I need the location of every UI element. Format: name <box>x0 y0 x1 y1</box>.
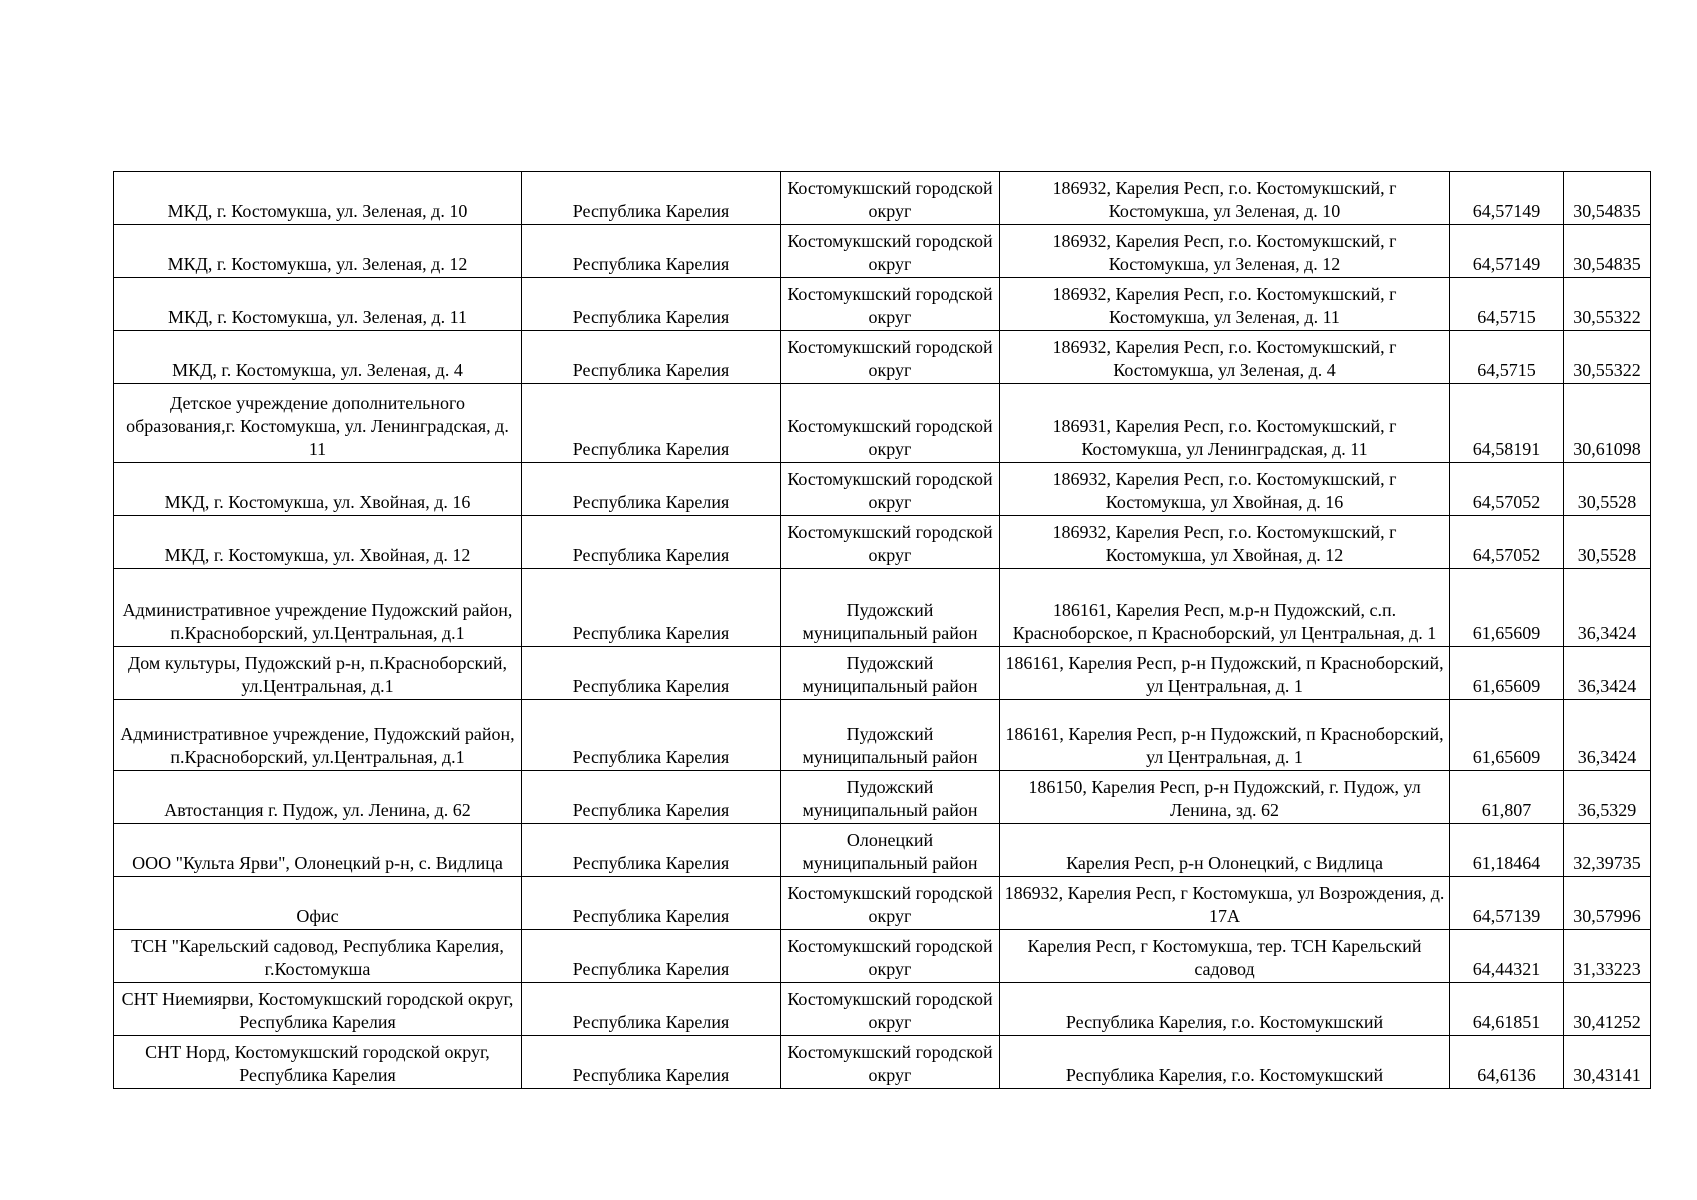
object-name-cell: МКД, г. Костомукша, ул. Зеленая, д. 4 <box>114 331 522 384</box>
address-cell: 186150, Карелия Респ, р-н Пудожский, г. Пудож, ул Ленина, зд. 62 <box>1000 771 1450 824</box>
table-row <box>114 278 1651 331</box>
object-name-cell: МКД, г. Костомукша, ул. Зеленая, д. 11 <box>114 278 522 331</box>
district-cell: Костомукшский городской округ <box>781 331 1000 384</box>
longitude-cell: 30,43141 <box>1564 1036 1651 1089</box>
object-name-cell: ООО "Культа Ярви", Олонецкий р-н, с. Видлица <box>114 824 522 877</box>
table-row <box>114 1036 1651 1089</box>
district-cell: Костомукшский городской округ <box>781 516 1000 569</box>
object-name-cell: СНТ Ниемиярви, Костомукшский городской округ, Республика Карелия <box>114 983 522 1036</box>
object-name-cell: Дом культуры, Пудожский р-н, п.Красноборский, ул.Центральная, д.1 <box>114 647 522 700</box>
address-cell: 186932, Карелия Респ, г Костомукша, ул Возрождения, д. 17А <box>1000 877 1450 930</box>
district-cell: Костомукшский городской округ <box>781 1036 1000 1089</box>
latitude-cell: 64,61851 <box>1450 983 1564 1036</box>
latitude-cell: 64,57052 <box>1450 463 1564 516</box>
latitude-cell: 61,65609 <box>1450 569 1564 647</box>
region-cell: Республика Карелия <box>522 930 781 983</box>
address-cell: 186161, Карелия Респ, р-н Пудожский, п Красноборский, ул Центральная, д. 1 <box>1000 700 1450 771</box>
district-cell: Костомукшский городской округ <box>781 278 1000 331</box>
address-cell: 186932, Карелия Респ, г.о. Костомукшский, г Костомукша, ул Зеленая, д. 4 <box>1000 331 1450 384</box>
object-name-cell: МКД, г. Костомукша, ул. Зеленая, д. 12 <box>114 225 522 278</box>
region-cell: Республика Карелия <box>522 463 781 516</box>
latitude-cell: 61,65609 <box>1450 647 1564 700</box>
longitude-cell: 36,5329 <box>1564 771 1651 824</box>
address-cell: 186932, Карелия Респ, г.о. Костомукшский, г Костомукша, ул Зеленая, д. 12 <box>1000 225 1450 278</box>
latitude-cell: 64,5715 <box>1450 278 1564 331</box>
table-row <box>114 172 1651 225</box>
object-name-cell: МКД, г. Костомукша, ул. Хвойная, д. 12 <box>114 516 522 569</box>
latitude-cell: 64,5715 <box>1450 331 1564 384</box>
address-cell: 186932, Карелия Респ, г.о. Костомукшский, г Костомукша, ул Зеленая, д. 11 <box>1000 278 1450 331</box>
longitude-cell: 30,57996 <box>1564 877 1651 930</box>
region-cell: Республика Карелия <box>522 569 781 647</box>
address-cell: 186932, Карелия Респ, г.о. Костомукшский, г Костомукша, ул Зеленая, д. 10 <box>1000 172 1450 225</box>
address-cell: Карелия Респ, г Костомукша, тер. ТСН Карельский садовод <box>1000 930 1450 983</box>
longitude-cell: 32,39735 <box>1564 824 1651 877</box>
longitude-cell: 30,55322 <box>1564 278 1651 331</box>
region-cell: Республика Карелия <box>522 1036 781 1089</box>
region-cell: Республика Карелия <box>522 516 781 569</box>
object-name-cell: Детское учреждение дополнительного образования,г. Костомукша, ул. Ленинградская, д. 11 <box>114 384 522 463</box>
object-name-cell: Административное учреждение, Пудожский район, п.Красноборский, ул.Центральная, д.1 <box>114 700 522 771</box>
region-cell: Республика Карелия <box>522 172 781 225</box>
longitude-cell: 30,61098 <box>1564 384 1651 463</box>
latitude-cell: 64,57149 <box>1450 172 1564 225</box>
latitude-cell: 61,65609 <box>1450 700 1564 771</box>
longitude-cell: 36,3424 <box>1564 647 1651 700</box>
district-cell: Костомукшский городской округ <box>781 983 1000 1036</box>
address-cell: Республика Карелия, г.о. Костомукшский <box>1000 1036 1450 1089</box>
district-cell: Костомукшский городской округ <box>781 172 1000 225</box>
table-row <box>114 225 1651 278</box>
region-cell: Республика Карелия <box>522 647 781 700</box>
district-cell: Костомукшский городской округ <box>781 384 1000 463</box>
region-cell: Республика Карелия <box>522 278 781 331</box>
longitude-cell: 30,54835 <box>1564 172 1651 225</box>
district-cell: Пудожский муниципальный район <box>781 647 1000 700</box>
longitude-cell: 30,5528 <box>1564 516 1651 569</box>
object-name-cell: Офис <box>114 877 522 930</box>
address-cell: Республика Карелия, г.о. Костомукшский <box>1000 983 1450 1036</box>
table-row <box>114 771 1651 824</box>
object-name-cell: МКД, г. Костомукша, ул. Зеленая, д. 10 <box>114 172 522 225</box>
district-cell: Костомукшский городской округ <box>781 877 1000 930</box>
latitude-cell: 64,58191 <box>1450 384 1564 463</box>
district-cell: Костомукшский городской округ <box>781 225 1000 278</box>
latitude-cell: 64,6136 <box>1450 1036 1564 1089</box>
address-cell: Карелия Респ, р-н Олонецкий, с Видлица <box>1000 824 1450 877</box>
address-cell: 186161, Карелия Респ, м.р-н Пудожский, с.п. Красноборское, п Красноборский, ул Центральная, д. 1 <box>1000 569 1450 647</box>
region-cell: Республика Карелия <box>522 384 781 463</box>
region-cell: Республика Карелия <box>522 700 781 771</box>
region-cell: Республика Карелия <box>522 771 781 824</box>
object-name-cell: Административное учреждение Пудожский район, п.Красноборский, ул.Центральная, д.1 <box>114 569 522 647</box>
object-name-cell: СНТ Норд, Костомукшский городской округ, Республика Карелия <box>114 1036 522 1089</box>
table-row <box>114 516 1651 569</box>
district-cell: Костомукшский городской округ <box>781 463 1000 516</box>
longitude-cell: 30,5528 <box>1564 463 1651 516</box>
longitude-cell: 36,3424 <box>1564 569 1651 647</box>
latitude-cell: 64,44321 <box>1450 930 1564 983</box>
longitude-cell: 30,41252 <box>1564 983 1651 1036</box>
table-row <box>114 983 1651 1036</box>
object-name-cell: Автостанция г. Пудож, ул. Ленина, д. 62 <box>114 771 522 824</box>
district-cell: Олонецкий муниципальный район <box>781 824 1000 877</box>
district-cell: Пудожский муниципальный район <box>781 771 1000 824</box>
table-row <box>114 877 1651 930</box>
locations-table <box>113 171 1651 1089</box>
longitude-cell: 30,55322 <box>1564 331 1651 384</box>
table-row <box>114 569 1651 647</box>
table-row <box>114 647 1651 700</box>
object-name-cell: МКД, г. Костомукша, ул. Хвойная, д. 16 <box>114 463 522 516</box>
longitude-cell: 31,33223 <box>1564 930 1651 983</box>
latitude-cell: 64,57052 <box>1450 516 1564 569</box>
longitude-cell: 36,3424 <box>1564 700 1651 771</box>
latitude-cell: 64,57139 <box>1450 877 1564 930</box>
latitude-cell: 61,807 <box>1450 771 1564 824</box>
address-cell: 186161, Карелия Респ, р-н Пудожский, п Красноборский, ул Центральная, д. 1 <box>1000 647 1450 700</box>
address-cell: 186932, Карелия Респ, г.о. Костомукшский, г Костомукша, ул Хвойная, д. 12 <box>1000 516 1450 569</box>
address-cell: 186932, Карелия Респ, г.о. Костомукшский, г Костомукша, ул Хвойная, д. 16 <box>1000 463 1450 516</box>
district-cell: Пудожский муниципальный район <box>781 700 1000 771</box>
address-cell: 186931, Карелия Респ, г.о. Костомукшский, г Костомукша, ул Ленинградская, д. 11 <box>1000 384 1450 463</box>
district-cell: Пудожский муниципальный район <box>781 569 1000 647</box>
region-cell: Республика Карелия <box>522 983 781 1036</box>
region-cell: Республика Карелия <box>522 824 781 877</box>
latitude-cell: 61,18464 <box>1450 824 1564 877</box>
region-cell: Республика Карелия <box>522 877 781 930</box>
district-cell: Костомукшский городской округ <box>781 930 1000 983</box>
latitude-cell: 64,57149 <box>1450 225 1564 278</box>
object-name-cell: ТСН "Карельский садовод, Республика Карелия, г.Костомукша <box>114 930 522 983</box>
longitude-cell: 30,54835 <box>1564 225 1651 278</box>
table-row <box>114 463 1651 516</box>
table-row <box>114 824 1651 877</box>
table-row <box>114 384 1651 463</box>
table-row <box>114 331 1651 384</box>
region-cell: Республика Карелия <box>522 331 781 384</box>
table-row <box>114 930 1651 983</box>
region-cell: Республика Карелия <box>522 225 781 278</box>
table-row <box>114 700 1651 771</box>
